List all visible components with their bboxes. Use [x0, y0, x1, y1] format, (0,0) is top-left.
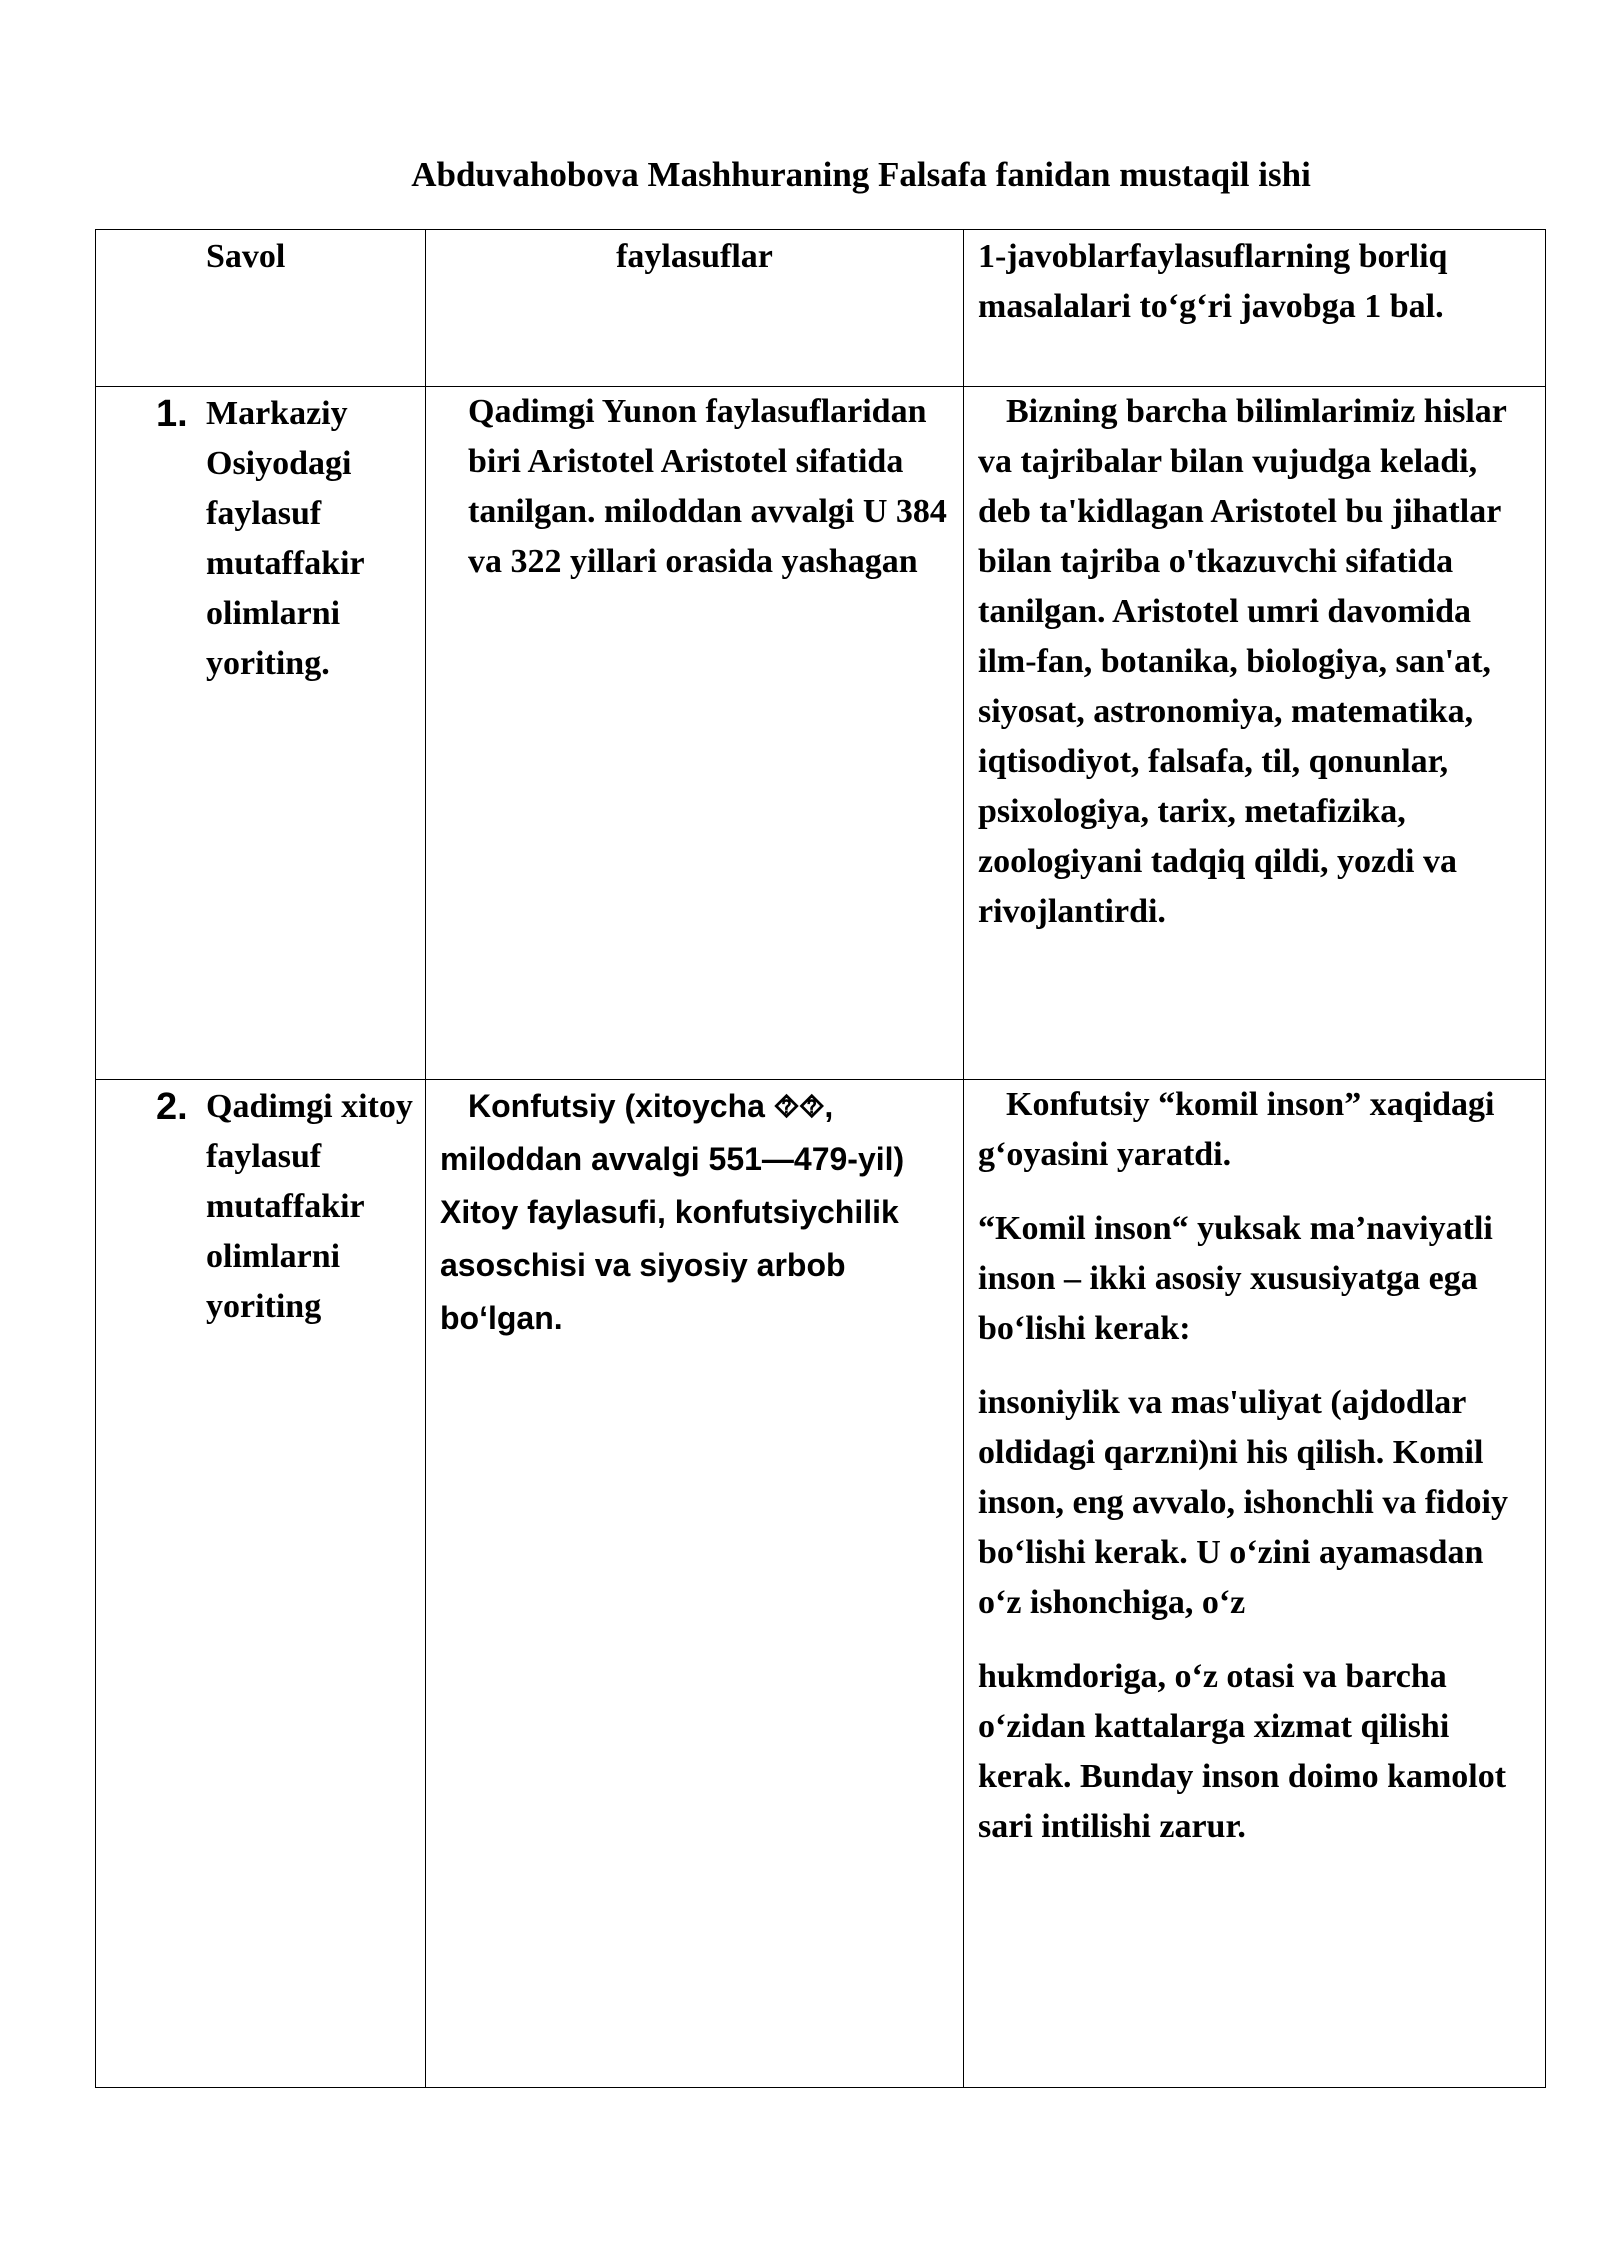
assignment-table [95, 229, 1546, 2088]
table-row [96, 1080, 1546, 2088]
philosopher-text [440, 387, 949, 587]
philosopher-paragraph: Qadimgi Yunon faylasuflaridan biri Aristotel Aristotel sifatida tanilgan. miloddan avvalgi U 384 va 322 yillari orasida yashagan [468, 393, 947, 580]
answer-cell [964, 387, 1546, 1080]
philosopher-paragraph: Konfutsiy (xitoycha ⯑⯑, miloddan avvalgi 551—479-yil) Xitoy faylasufi, konfutsiychilik asoschisi va siyosiy arbob bo‘lgan. [440, 1088, 905, 1336]
answer-paragraph: Konfutsiy “komil inson” xaqidagi g‘oyasini yaratdi. [978, 1086, 1495, 1173]
page-title: Abduvahobova Mashhuraning Falsafa fanidan mustaqil ishi [411, 155, 1311, 194]
header-philosophers: faylasuflar [426, 230, 964, 387]
question-number: 1. [156, 393, 188, 435]
header-question: Savol [96, 230, 426, 387]
answer-paragraph: hukmdoriga, o‘z otasi va barcha o‘zidan kattalarga xizmat qilishi kerak. Bunday inson doimo kamolot sari intilishi zarur. [978, 1658, 1507, 1845]
table-row [96, 387, 1546, 1080]
question-text: Qadimgi xitoy faylasuf mutaffakir olimlarni yoriting [206, 1088, 413, 1325]
question-cell [96, 387, 426, 1080]
header-answers: 1-javoblarfaylasuflarning borliq masalalari to‘g‘ri javobga 1 bal. [964, 230, 1546, 387]
question-number: 2. [156, 1086, 188, 1128]
answer-cell [964, 1080, 1546, 2088]
table-header-row [96, 230, 1546, 387]
question-text: Markaziy Osiyodagi faylasuf mutaffakir olimlarni yoriting. [206, 395, 365, 682]
question-cell [96, 1080, 426, 2088]
answer-paragraph: “Komil inson“ yuksak ma’naviyatli inson – ikki asosiy xususiyatga ega bo‘lishi kerak: [978, 1210, 1493, 1347]
philosopher-cell [426, 1080, 964, 2088]
answer-paragraph: Bizning barcha bilimlarimiz hislar va tajribalar bilan vujudga keladi, deb ta'kidlagan Aristotel bu jihatlar bilan tajriba o'tkazuvchi sifatida tanilgan. Aristotel umri davomida ilm-fan, botanika, biologiya, san'at, siyosat, astronomiya, matematika, iqtisodiyot, falsafa, til, qonunlar, psixologiya, tarix, metafizika, zoologiyani tadqiq qildi, yozdi va rivojlantirdi. [978, 393, 1507, 930]
philosopher-cell [426, 387, 964, 1080]
answer-paragraph: insoniylik va mas'uliyat (ajdodlar oldidagi qarzni)ni his qilish. Komil inson, eng avvalo, ishonchli va fidoiy bo‘lishi kerak. U o‘zini ayamasdan o‘z ishonchiga, o‘z [978, 1384, 1508, 1621]
